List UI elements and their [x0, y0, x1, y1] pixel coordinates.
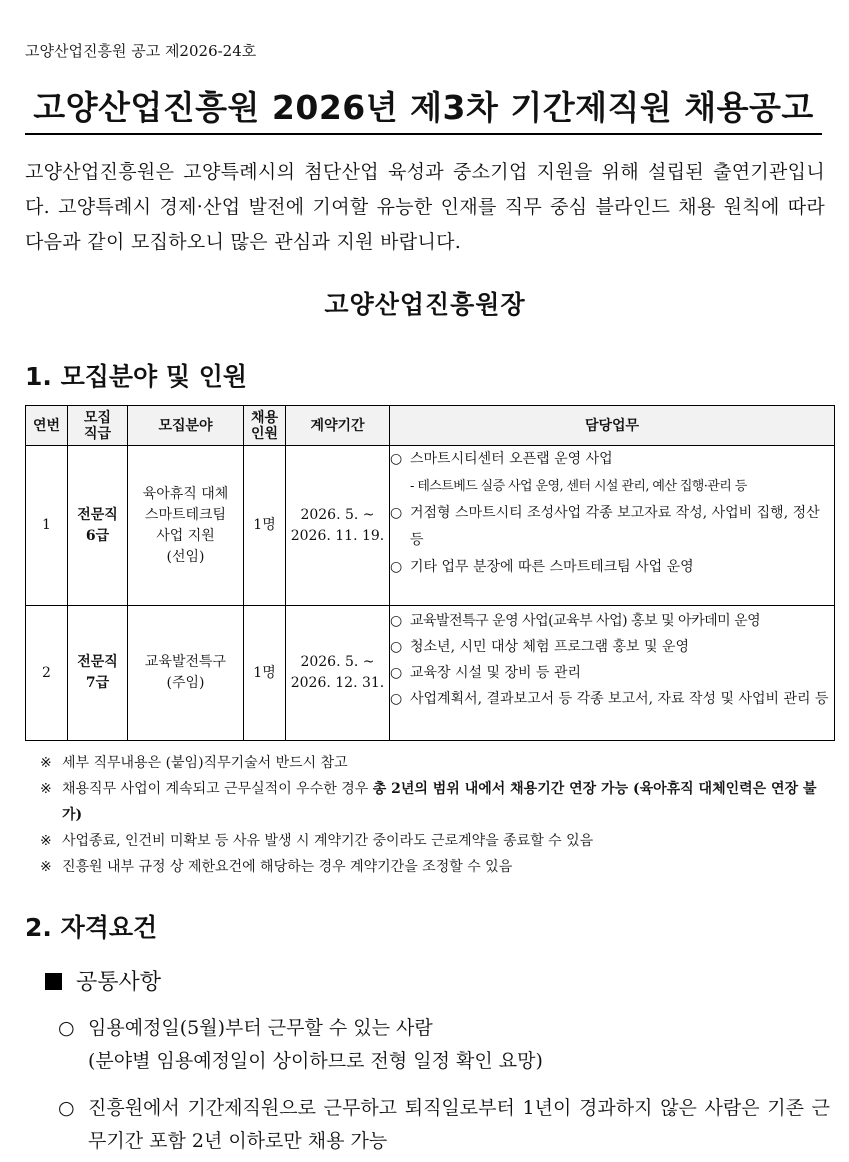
section1-heading: 1. 모집분야 및 인원 [25, 362, 248, 391]
row-grade: 전문직 7급 [68, 606, 128, 741]
duty-item: ○ 스마트시티센터 오픈랩 운영 사업 [390, 451, 613, 467]
col-header-count: 채용 인원 [244, 406, 286, 446]
row-count: 1명 [244, 446, 286, 606]
duty-item: ○ 청소년, 시민 대상 체험 프로그램 홍보 및 운영 [390, 639, 690, 655]
row-no: 2 [26, 606, 68, 741]
notice-number: 고양산업진흥원 공고 제2026-24호 [25, 42, 257, 60]
duty-item: ○ 교육발전특구 운영 사업(교육부 사업) 홍보 및 아카데미 운영 [390, 613, 761, 629]
col-header-grade: 모집 직급 [68, 406, 128, 446]
recruitment-table [25, 405, 835, 741]
requirement-item: ○ 임용예정일(5월)부터 근무할 수 있는 사람 (분야별 임용예정일이 상이하므로 전형 일정 확인 요망) [58, 1017, 543, 1072]
table-header-row [26, 406, 835, 446]
row-grade: 전문직 6급 [68, 446, 128, 606]
row-field: 육아휴직 대체 스마트테크팀 사업 지원 (선임) [128, 446, 244, 606]
duty-item: ○ 거점형 스마트시티 조성사업 각종 보고자료 작성, 사업비 집행, 정산 등 [390, 505, 820, 548]
title-rule [25, 133, 822, 135]
row-count: 1명 [244, 606, 286, 741]
duty-item: ○ 사업계획서, 결과보고서 등 각종 보고서, 자료 작성 및 사업비 관리 등 [390, 691, 829, 707]
row-field: 교육발전특구 (주임) [128, 606, 244, 741]
square-bullet-icon [45, 973, 62, 990]
row-duties [390, 606, 835, 741]
row-period: 2026. 5. ~ 2026. 11. 19. [286, 446, 390, 606]
row-duties [390, 446, 835, 606]
col-header-field: 모집분야 [128, 406, 244, 446]
section2-heading: 2. 자격요건 [25, 913, 158, 942]
row-no: 1 [26, 446, 68, 606]
duty-subitem: - 테스트베드 실증 사업 운영, 센터 시설 관리, 예산 집행·관리 등 [410, 479, 747, 494]
note-item: ※ 진흥원 내부 규정 상 제한요건에 해당하는 경우 계약기간을 조정할 수 있음 [40, 859, 513, 875]
intro-paragraph: 고양산업진흥원은 고양특례시의 첨단산업 육성과 중소기업 지원을 위해 설립된 출연기관입니다. 고양특례시 경제·산업 발전에 기여할 유능한 인재를 직무 중심 블라인드 채용 원칙에 따라 다음과 같이 모집하오니 많은 관심과 지원 바랍니다. [25, 161, 825, 253]
table-row [26, 446, 835, 606]
table-row [26, 606, 835, 741]
row-period: 2026. 5. ~ 2026. 12. 31. [286, 606, 390, 741]
col-header-duties: 담당업무 [390, 406, 835, 446]
signer: 고양산업진흥원장 [324, 290, 526, 319]
col-header-no: 연번 [26, 406, 68, 446]
note-item: ※ 채용직무 사업이 계속되고 근무실적이 우수한 경우 총 2년의 범위 내에서 채용기간 연장 가능 (육아휴직 대체인력은 연장 불가) [40, 781, 817, 823]
duty-item: ○ 기타 업무 분장에 따른 스마트테크팀 사업 운영 [390, 559, 694, 575]
note-item: ※ 세부 직무내용은 (붙임)직무기술서 반드시 참고 [40, 755, 348, 771]
duty-item: ○ 교육장 시설 및 장비 등 관리 [390, 665, 582, 681]
document-title: 고양산업진흥원 2026년 제3차 기간제직원 채용공고 [33, 88, 814, 127]
notes-list [40, 750, 830, 880]
note-item: ※ 사업종료, 인건비 미확보 등 사유 발생 시 계약기간 중이라도 근로계약을 종료할 수 있음 [40, 833, 594, 849]
col-header-period: 계약기간 [286, 406, 390, 446]
requirement-item: ○ 진흥원에서 기간제직원으로 근무하고 퇴직일로부터 1년이 경과하지 않은 사람은 기존 근무기간 포함 2년 이하로만 채용 가능 [58, 1097, 830, 1152]
common-requirements-heading: 공통사항 [45, 965, 161, 996]
